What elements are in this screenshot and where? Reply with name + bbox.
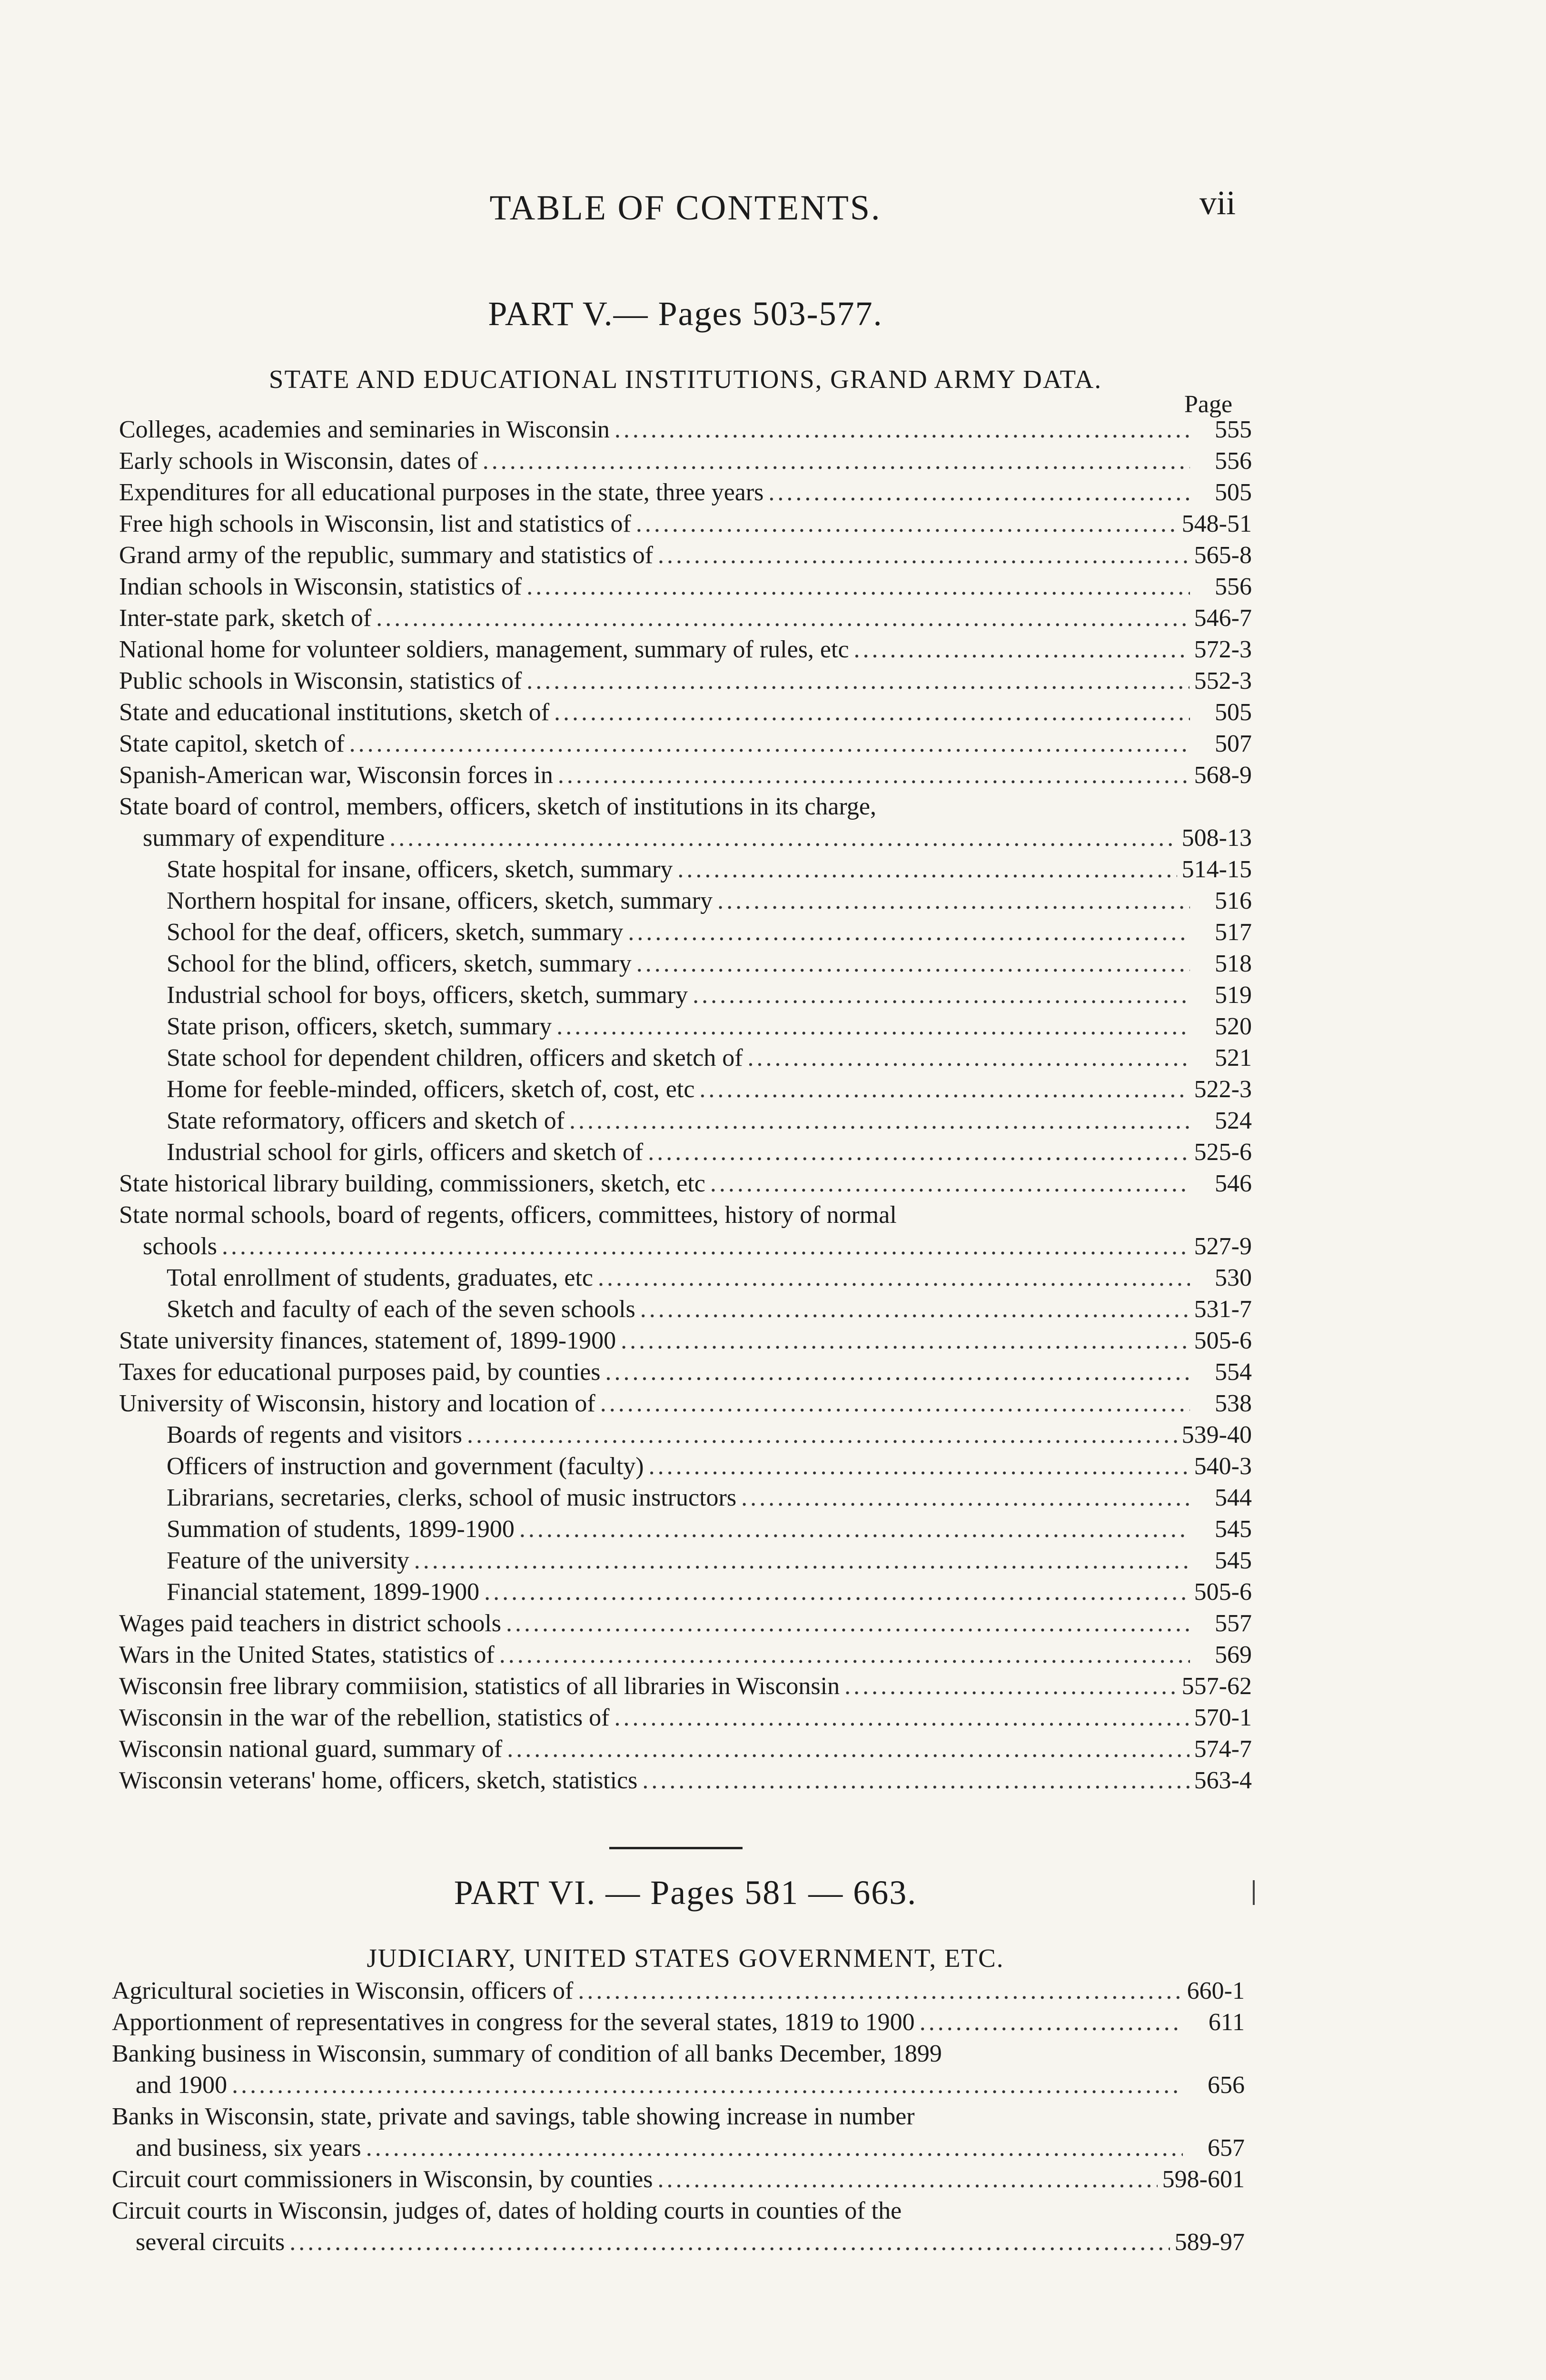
toc-entry-title: several circuits bbox=[136, 2229, 285, 2256]
part-v-entries bbox=[119, 414, 1252, 1796]
toc-entry-title: Boards of regents and visitors bbox=[167, 1421, 463, 1448]
leader-dots bbox=[558, 760, 1189, 791]
toc-entry bbox=[112, 2227, 1245, 2258]
leader-dots bbox=[640, 1294, 1189, 1325]
toc-entry bbox=[119, 1577, 1252, 1608]
toc-entry-title: School for the blind, officers, sketch, summary bbox=[167, 950, 632, 977]
toc-entry-page: 531-7 bbox=[1194, 1296, 1252, 1323]
toc-entry bbox=[119, 1419, 1252, 1451]
leader-dots bbox=[699, 1074, 1189, 1105]
leader-dots bbox=[600, 1388, 1190, 1419]
toc-entry bbox=[119, 760, 1252, 791]
toc-entry-page: 505 bbox=[1215, 699, 1252, 726]
toc-entry-page: 557 bbox=[1215, 1610, 1252, 1637]
toc-entry-page: 569 bbox=[1215, 1641, 1252, 1668]
toc-entry-title: Expenditures for all educational purposes in the state, three years bbox=[119, 479, 764, 506]
toc-entry-page: 660-1 bbox=[1187, 1977, 1245, 2004]
toc-entry bbox=[119, 1451, 1252, 1482]
toc-entry-page: 556 bbox=[1215, 447, 1252, 475]
leader-dots bbox=[569, 1105, 1190, 1137]
toc-entry-page: 656 bbox=[1208, 2072, 1245, 2099]
toc-entry bbox=[119, 508, 1252, 540]
toc-entry-title: State board of control, members, officers, sketch of institutions in its charge, bbox=[119, 793, 876, 820]
toc-entry bbox=[112, 2195, 1245, 2227]
leader-dots bbox=[289, 2227, 1169, 2258]
leader-dots bbox=[366, 2132, 1183, 2164]
toc-entry bbox=[119, 1200, 1252, 1231]
leader-dots bbox=[556, 1011, 1190, 1042]
leader-dots bbox=[614, 414, 1190, 446]
toc-entry-page: 517 bbox=[1215, 919, 1252, 946]
leader-dots bbox=[526, 665, 1189, 697]
toc-entry bbox=[119, 1105, 1252, 1137]
toc-entry-page: 611 bbox=[1208, 2009, 1245, 2036]
toc-entry-page: 505-6 bbox=[1194, 1578, 1252, 1606]
leader-dots bbox=[598, 1262, 1190, 1294]
part-v-section-heading: STATE AND EDUCATIONAL INSTITUTIONS, GRAND ARMY DATA. bbox=[268, 365, 1102, 394]
toc-entry-page: 544 bbox=[1215, 1484, 1252, 1511]
margin-mark bbox=[1253, 1880, 1255, 1905]
toc-entry bbox=[119, 1765, 1252, 1796]
toc-entry bbox=[119, 1514, 1252, 1545]
toc-entry-title: Public schools in Wisconsin, statistics of bbox=[119, 667, 522, 694]
toc-entry bbox=[119, 540, 1252, 571]
toc-entry-page: 557-62 bbox=[1181, 1673, 1252, 1700]
leader-dots bbox=[710, 1168, 1190, 1200]
toc-entry-page: 505-6 bbox=[1194, 1327, 1252, 1354]
toc-entry-page: 540-3 bbox=[1194, 1453, 1252, 1480]
leader-dots bbox=[677, 854, 1177, 885]
toc-entry-title: Industrial school for boys, officers, sketch, summary bbox=[167, 982, 688, 1009]
leader-dots bbox=[484, 1577, 1189, 1608]
toc-entry-page: 545 bbox=[1215, 1547, 1252, 1574]
toc-entry-title: Sketch and faculty of each of the seven schools bbox=[167, 1296, 635, 1323]
toc-entry bbox=[119, 1137, 1252, 1168]
part-vi-heading: PART VI. — Pages 581 — 663. bbox=[454, 1874, 917, 1912]
toc-entry-page: 520 bbox=[1215, 1013, 1252, 1040]
toc-entry bbox=[119, 1325, 1252, 1357]
toc-entry-title: Circuit courts in Wisconsin, judges of, dates of holding courts in counties of the bbox=[112, 2197, 902, 2224]
toc-entry bbox=[119, 477, 1252, 508]
toc-entry bbox=[119, 1608, 1252, 1639]
toc-entry-title: Indian schools in Wisconsin, statistics of bbox=[119, 573, 522, 600]
toc-entry-title: State capitol, sketch of bbox=[119, 730, 345, 757]
toc-entry bbox=[119, 414, 1252, 446]
toc-entry-title: Grand army of the republic, summary and statistics of bbox=[119, 542, 654, 569]
leader-dots bbox=[920, 2007, 1183, 2038]
leader-dots bbox=[693, 980, 1190, 1011]
toc-entry-title: Librarians, secretaries, clerks, school of music instructors bbox=[167, 1484, 737, 1511]
leader-dots bbox=[621, 1325, 1189, 1357]
toc-entry-title: State reformatory, officers and sketch of bbox=[167, 1107, 565, 1134]
toc-entry-title: Total enrollment of students, graduates, etc bbox=[167, 1264, 593, 1291]
toc-entry-page: 556 bbox=[1215, 573, 1252, 600]
toc-entry bbox=[119, 948, 1252, 980]
leader-dots bbox=[499, 1639, 1190, 1671]
toc-entry-page: 538 bbox=[1215, 1390, 1252, 1417]
toc-entry-page: 574-7 bbox=[1194, 1735, 1252, 1763]
leader-dots bbox=[554, 697, 1190, 728]
toc-entry-title: Feature of the university bbox=[167, 1547, 409, 1574]
toc-entry-page: 546-7 bbox=[1194, 605, 1252, 632]
toc-entry-page: 516 bbox=[1215, 887, 1252, 914]
toc-entry-title: Financial statement, 1899-1900 bbox=[167, 1578, 480, 1606]
toc-entry-title: Agricultural societies in Wisconsin, officers of bbox=[112, 1977, 574, 2004]
leader-dots bbox=[222, 1231, 1189, 1262]
toc-entry-page: 527-9 bbox=[1194, 1233, 1252, 1260]
toc-entry-title: Colleges, academies and seminaries in Wisconsin bbox=[119, 416, 610, 443]
toc-entry-page: 555 bbox=[1215, 416, 1252, 443]
leader-dots bbox=[376, 603, 1189, 634]
toc-entry bbox=[119, 1388, 1252, 1419]
toc-entry-title: Banks in Wisconsin, state, private and savings, table showing increase in number bbox=[112, 2103, 915, 2130]
leader-dots bbox=[657, 2164, 1157, 2195]
toc-entry-page: 521 bbox=[1215, 1044, 1252, 1071]
leader-dots bbox=[507, 1734, 1189, 1765]
toc-entry bbox=[119, 791, 1252, 823]
leader-dots bbox=[349, 728, 1190, 760]
toc-entry-page: 524 bbox=[1215, 1107, 1252, 1134]
toc-entry bbox=[112, 2007, 1245, 2038]
toc-entry-page: 565-8 bbox=[1194, 542, 1252, 569]
part-vi-entries bbox=[112, 1975, 1245, 2258]
leader-dots bbox=[642, 1765, 1189, 1796]
leader-dots bbox=[748, 1042, 1190, 1074]
toc-entry-title: State university finances, statement of, 1899-1900 bbox=[119, 1327, 616, 1354]
leader-dots bbox=[526, 571, 1190, 603]
toc-entry-page: 505 bbox=[1215, 479, 1252, 506]
page-column-label: Page bbox=[1184, 391, 1233, 418]
toc-entry bbox=[112, 2070, 1245, 2101]
running-head-title: TABLE OF CONTENTS. bbox=[489, 188, 882, 228]
toc-entry bbox=[119, 1294, 1252, 1325]
leader-dots bbox=[717, 885, 1190, 917]
toc-entry-title: State and educational institutions, sketch of bbox=[119, 699, 550, 726]
toc-entry-title: Wisconsin national guard, summary of bbox=[119, 1735, 503, 1763]
leader-dots bbox=[636, 948, 1190, 980]
toc-entry-title: summary of expenditure bbox=[143, 824, 385, 852]
toc-entry-title: Inter-state park, sketch of bbox=[119, 605, 372, 632]
toc-entry-page: 546 bbox=[1215, 1170, 1252, 1197]
leader-dots bbox=[628, 917, 1190, 948]
toc-entry bbox=[119, 634, 1252, 665]
toc-entry-page: 572-3 bbox=[1194, 636, 1252, 663]
toc-entry-page: 568-9 bbox=[1194, 762, 1252, 789]
toc-entry-title: State school for dependent children, officers and sketch of bbox=[167, 1044, 743, 1071]
toc-entry bbox=[119, 697, 1252, 728]
leader-dots bbox=[467, 1419, 1177, 1451]
toc-entry bbox=[119, 1671, 1252, 1702]
leader-dots bbox=[506, 1608, 1190, 1639]
toc-entry bbox=[119, 854, 1252, 885]
toc-entry-title: Apportionment of representatives in congress for the several states, 1819 to 1900 bbox=[112, 2009, 915, 2036]
toc-entry bbox=[119, 728, 1252, 760]
toc-entry-page: 508-13 bbox=[1181, 824, 1252, 852]
toc-entry-title: Wars in the United States, statistics of bbox=[119, 1641, 495, 1668]
toc-entry-title: Wisconsin in the war of the rebellion, statistics of bbox=[119, 1704, 610, 1731]
toc-entry-page: 539-40 bbox=[1181, 1421, 1252, 1448]
toc-entry-title: State prison, officers, sketch, summary bbox=[167, 1013, 552, 1040]
leader-dots bbox=[854, 634, 1189, 665]
toc-entry bbox=[119, 1702, 1252, 1734]
toc-entry-title: Northern hospital for insane, officers, sketch, summary bbox=[167, 887, 713, 914]
toc-entry bbox=[119, 980, 1252, 1011]
toc-entry-page: 589-97 bbox=[1174, 2229, 1245, 2256]
toc-entry bbox=[119, 1074, 1252, 1105]
toc-entry bbox=[119, 665, 1252, 697]
page-number: vii bbox=[1199, 184, 1236, 222]
toc-entry bbox=[112, 2101, 1245, 2132]
toc-entry-title: University of Wisconsin, history and location of bbox=[119, 1390, 595, 1417]
toc-entry bbox=[119, 1545, 1252, 1577]
toc-entry-title: Wisconsin free library commiision, statistics of all libraries in Wisconsin bbox=[119, 1673, 840, 1700]
leader-dots bbox=[844, 1671, 1177, 1702]
leader-dots bbox=[578, 1975, 1182, 2007]
toc-entry bbox=[112, 2132, 1245, 2164]
toc-entry-title: State hospital for insane, officers, sketch, summary bbox=[167, 856, 673, 883]
toc-entry-page: 519 bbox=[1215, 982, 1252, 1009]
toc-entry bbox=[119, 917, 1252, 948]
toc-entry-title: National home for volunteer soldiers, management, summary of rules, etc bbox=[119, 636, 849, 663]
toc-entry-title: Taxes for educational purposes paid, by counties bbox=[119, 1359, 601, 1386]
leader-dots bbox=[649, 1451, 1189, 1482]
toc-entry bbox=[119, 603, 1252, 634]
toc-entry-title: Banking business in Wisconsin, summary of condition of all banks December, 1899 bbox=[112, 2040, 942, 2067]
toc-entry-page: 552-3 bbox=[1194, 667, 1252, 694]
toc-entry-title: Industrial school for girls, officers and sketch of bbox=[167, 1139, 644, 1166]
toc-entry bbox=[112, 1975, 1245, 2007]
toc-entry-title: Wages paid teachers in district schools bbox=[119, 1610, 502, 1637]
toc-entry-title: Circuit court commissioners in Wisconsin, by counties bbox=[112, 2166, 653, 2193]
leader-dots bbox=[648, 1137, 1189, 1168]
toc-entry bbox=[119, 1231, 1252, 1262]
toc-entry bbox=[119, 1042, 1252, 1074]
toc-entry bbox=[119, 1734, 1252, 1765]
toc-entry-page: 554 bbox=[1215, 1359, 1252, 1386]
leader-dots bbox=[483, 446, 1190, 477]
toc-entry-page: 530 bbox=[1215, 1264, 1252, 1291]
toc-entry-page: 525-6 bbox=[1194, 1139, 1252, 1166]
toc-entry-title: State historical library building, commissioners, sketch, etc bbox=[119, 1170, 705, 1197]
toc-entry bbox=[119, 823, 1252, 854]
toc-entry bbox=[119, 571, 1252, 603]
toc-entry-title: schools bbox=[143, 1233, 217, 1260]
toc-entry bbox=[119, 1482, 1252, 1514]
leader-dots bbox=[519, 1514, 1190, 1545]
toc-entry bbox=[119, 1168, 1252, 1200]
toc-entry bbox=[112, 2038, 1245, 2070]
toc-entry-page: 570-1 bbox=[1194, 1704, 1252, 1731]
toc-entry-title: and business, six years bbox=[136, 2134, 361, 2162]
toc-entry-page: 514-15 bbox=[1181, 856, 1252, 883]
toc-entry-page: 518 bbox=[1215, 950, 1252, 977]
toc-entry bbox=[119, 1011, 1252, 1042]
toc-entry-page: 522-3 bbox=[1194, 1076, 1252, 1103]
leader-dots bbox=[636, 508, 1177, 540]
toc-entry-page: 507 bbox=[1215, 730, 1252, 757]
toc-entry bbox=[119, 885, 1252, 917]
leader-dots bbox=[232, 2070, 1183, 2101]
toc-entry bbox=[112, 2164, 1245, 2195]
toc-entry bbox=[119, 1262, 1252, 1294]
toc-entry-title: State normal schools, board of regents, officers, committees, history of normal bbox=[119, 1201, 897, 1229]
toc-entry-title: Spanish-American war, Wisconsin forces in bbox=[119, 762, 553, 789]
leader-dots bbox=[614, 1702, 1189, 1734]
section-divider-rule bbox=[609, 1847, 743, 1849]
toc-entry-page: 548-51 bbox=[1181, 510, 1252, 537]
leader-dots bbox=[389, 823, 1177, 854]
toc-entry-page: 657 bbox=[1208, 2134, 1245, 2162]
toc-entry-page: 563-4 bbox=[1194, 1767, 1252, 1794]
toc-entry bbox=[119, 446, 1252, 477]
part-vi-section-heading: JUDICIARY, UNITED STATES GOVERNMENT, ETC. bbox=[367, 1944, 1004, 1973]
leader-dots bbox=[414, 1545, 1190, 1577]
toc-entry-title: Wisconsin veterans' home, officers, sketch, statistics bbox=[119, 1767, 638, 1794]
toc-entry-title: Early schools in Wisconsin, dates of bbox=[119, 447, 478, 475]
toc-entry-title: Free high schools in Wisconsin, list and statistics of bbox=[119, 510, 631, 537]
toc-entry-title: Home for feeble-minded, officers, sketch of, cost, etc bbox=[167, 1076, 695, 1103]
leader-dots bbox=[658, 540, 1189, 571]
toc-entry-page: 545 bbox=[1215, 1516, 1252, 1543]
toc-entry-page: 598-601 bbox=[1162, 2166, 1245, 2193]
toc-entry-title: and 1900 bbox=[136, 2072, 228, 2099]
leader-dots bbox=[768, 477, 1190, 508]
toc-entry bbox=[119, 1357, 1252, 1388]
toc-entry bbox=[119, 1639, 1252, 1671]
part-v-heading: PART V.— Pages 503-577. bbox=[488, 295, 883, 333]
toc-entry-title: School for the deaf, officers, sketch, summary bbox=[167, 919, 624, 946]
leader-dots bbox=[741, 1482, 1190, 1514]
toc-entry-title: Summation of students, 1899-1900 bbox=[167, 1516, 515, 1543]
toc-entry-title: Officers of instruction and government (faculty) bbox=[167, 1453, 644, 1480]
leader-dots bbox=[605, 1357, 1190, 1388]
